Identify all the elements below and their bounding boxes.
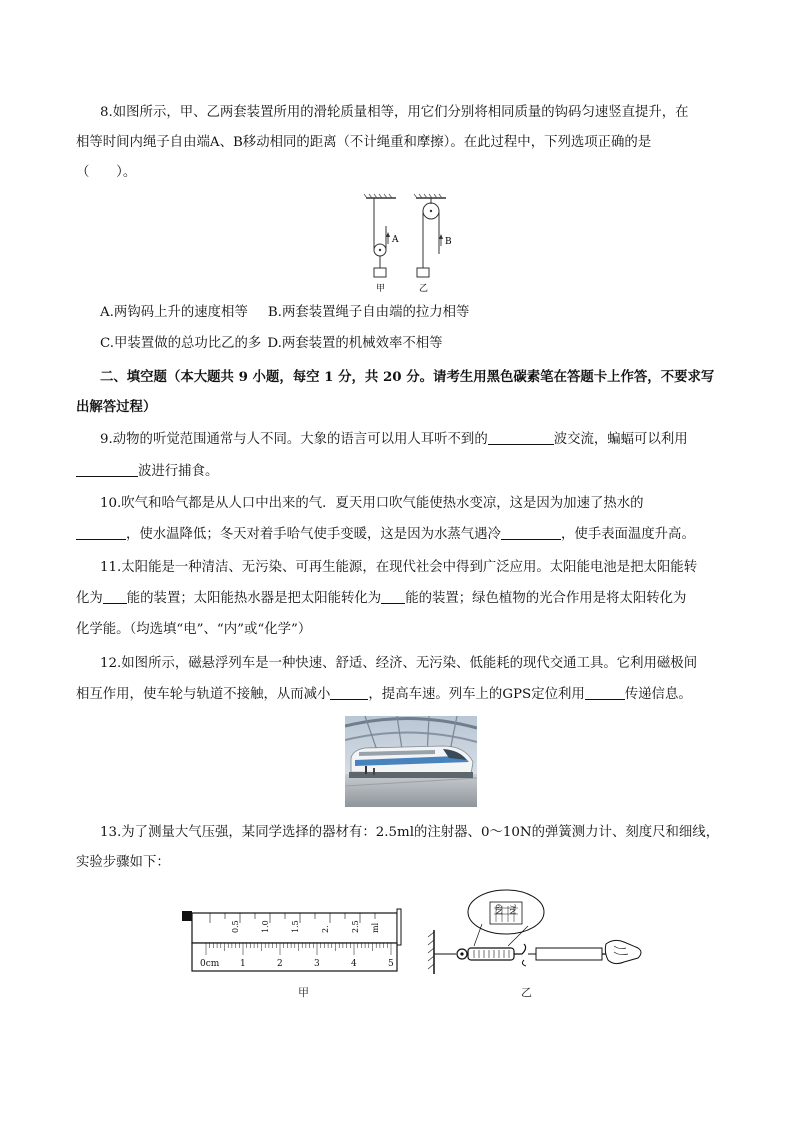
q11-line-3: 化学能。（均选填“电”、“内”或“化学”） [76,622,312,637]
option-b[interactable]: B.两套装置绳子自由端的拉力相等 [267,305,470,320]
ruler-label-0: 0cm [200,959,220,969]
ruler-label-2: 2 [277,959,283,969]
q11-line-2: 化为 能的装置；太阳能热水器是把太阳能转化为 能的装置；绿色植物的光合作用是将太阳转化为 [76,591,687,606]
q8-line-1: 8.如图所示，甲、乙两套装置所用的滑轮质量相等，用它们分别将相同质量的钩码匀速竖直提升，在 [100,105,689,120]
option-d[interactable]: D.两套装置的机械效率不相等 [267,336,443,351]
syringe-mark-1-0: 1.0 [261,920,270,933]
q12-blank-2[interactable] [585,685,625,700]
q12-blank-1[interactable] [330,685,368,700]
q11-blank-2[interactable] [381,589,405,604]
q10-line-1: 10.吹气和哈气都是从人口中出来的气．夏天用口吹气能使热水变凉，这是因为加速了热水的 [100,496,644,511]
syringe-mark-1-5: 1.5 [291,920,300,933]
syringe-ruler-figure [180,905,405,973]
ruler-label-1: 1 [240,959,246,969]
caption-fig-jia: 甲 [298,986,309,999]
caption-yi: 乙 [419,284,429,294]
syringe-mark-2-5: 2.5 [351,920,360,933]
q11-line-1: 11.太阳能是一种清洁、无污染、可再生能源，在现代社会中得到广泛应用。太阳能电池是把太阳能转 [100,560,698,575]
spring-scale-figure [424,888,646,978]
q12-line-2: 相互作用，使车轮与轨道不接触，从而减小 ，提高车速。列车上的GPS定位利用 传递信息。 [76,687,692,702]
fixed-pulley [417,198,443,277]
caption-jia: 甲 [376,284,386,294]
option-c[interactable]: C.甲装置做的总功比乙的多 [100,336,262,351]
q9-blank-2[interactable] [76,462,138,477]
q9-line-1: 9.动物的听觉范围通常与人不同。大象的语言可以用人耳听不到的 波交流，蝙蝠可以利用 [100,432,688,447]
q8-options-ab [100,303,469,323]
section-2-heading: 二、填空题（本大题共 9 小题，每空 1 分，共 20 分。请考生用黑色碳素笔在答题卡上作答，不要求写 [100,369,715,385]
q8-options-cd [100,334,443,354]
label-b: B [445,237,452,247]
movable-pulley [374,198,390,277]
q9-line-2: 波进行捕食。 [76,462,218,482]
q13-line-2: 实验步骤如下： [76,855,170,870]
ruler-label-5: 5 [388,959,394,969]
q9-blank-1[interactable] [488,430,554,445]
ruler-label-4: 4 [351,959,357,969]
q10-blank-1[interactable] [76,525,126,540]
ceiling-right [414,194,446,198]
q12-line-1: 12.如图所示，磁悬浮列车是一种快速、舒适、经济、无污染、低能耗的现代交通工具。它利用磁极间 [100,656,698,671]
syringe-mark-ml: ml [371,922,380,933]
ceiling-left [364,194,396,198]
section-2-heading-cont: 出解答过程） [76,399,157,415]
label-a: A [392,235,399,245]
gauge-mark-7n: 7N [508,904,516,915]
syringe-mark-2: 2. [321,925,330,933]
q13-line-1: 13.为了测量大气压强，某同学选择的器材有：2.5ml的注射器、0～10N的弹簧测力计、刻度尺和细线， [100,825,720,840]
gauge-mark-6n: 6N [494,904,502,915]
q10-line-2: ，使水温降低；冬天对着手哈气使手变暖，这是因为水蒸气遇冷 ，使手表面温度升高。 [76,525,695,545]
q8-line-3: （ ）。 [76,165,137,180]
q8-line-2: 相等时间内绳子自由端A、B移动相同的距离（不计绳重和摩擦）。在此过程中，下列选项正确的是 [76,135,652,150]
caption-fig-yi: 乙 [521,986,532,999]
option-a[interactable]: A.两钩码上升的速度相等 [100,305,248,320]
ruler-label-3: 3 [314,959,320,969]
q10-blank-2[interactable] [501,525,561,540]
pulley-figure [360,192,456,296]
syringe-mark-0-5: 0.5 [231,920,240,933]
q11-blank-1[interactable] [103,589,127,604]
maglev-train-photo [345,716,477,807]
